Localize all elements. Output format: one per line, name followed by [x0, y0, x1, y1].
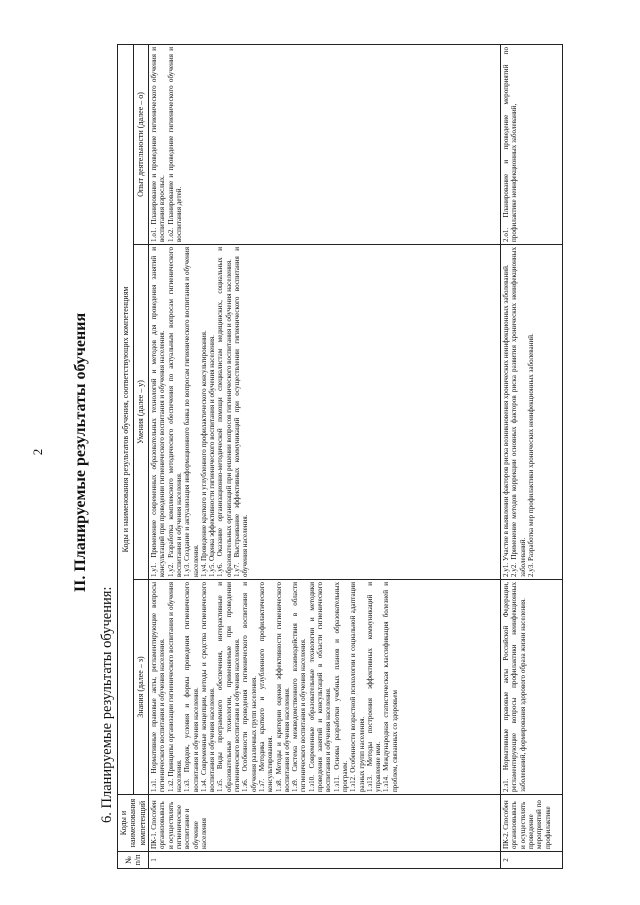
skill-item: 1.у1. Применение современных образовательных технологий и методов для проведения занятий и консультаций при проведении гигиенического воспитания и обучения населения. [150, 247, 167, 577]
skill-item: 1.у7. Выстраивание эффективных коммуникаций при осуществлении гигиенического воспитания и обучения населения. [233, 247, 250, 577]
results-table [117, 44, 563, 869]
skill-item: 2.у1. Участие в выявлении факторов риска возникновения хронических неинфекционных заболеваний. [502, 264, 511, 577]
skills-cell [501, 245, 563, 580]
knowledge-item: 1.з13. Методы построения эффективных коммуникаций и управление ими. [365, 582, 383, 792]
knowledge-cell [501, 580, 563, 795]
competence-cell: ПК-1. Способен организовывать и осуществлять гигиеническое воспитание и обучение населения [149, 795, 501, 852]
row-num: 2 [501, 852, 563, 869]
knowledge-item: 1.з7. Методика краткого и углубленного профилактического консультирования. [257, 582, 275, 792]
header-num: № п/п [118, 852, 149, 869]
header-row-1 [118, 44, 134, 868]
experience-item: 1.о1. Планирование и проведение гигиенического обучения и воспитания взрослых. [150, 46, 167, 242]
skill-item: 1.у3. Создание и актуализация информационного банка по вопросам гигиенического воспитания и обучения населения. [183, 247, 200, 577]
experience-item: 1.о2. Планирование и проведение гигиенического обучения и воспитания детей. [166, 46, 183, 242]
skills-cell [149, 245, 501, 580]
competence-cell: ПК-2. Способен организовывать и осуществлять проведение мероприятий по профилактике [501, 795, 563, 852]
knowledge-item: 1.з8. Методы и критерии оценки эффективности гигиенического воспитания и обучения населения. [274, 582, 291, 792]
skill-item: 1.у2. Разработка комплексного методического обеспечения по актуальным вопросам гигиенического воспитания и обучения населения. [166, 247, 183, 577]
skill-item: 1.у5. Оценка эффективности гигиенического воспитания и обучения населения. [208, 335, 217, 577]
header-experience: Опыт деятельности (далее – о) [133, 44, 149, 244]
knowledge-item: 1.з12. Особенности возрастной психологии и социальной адаптации разных групп населения. [349, 582, 366, 792]
knowledge-item: 1.з5. Виды программного обеспечения, интерактивные и образовательные технологии, применяемые при проведении гигиенического воспитания и обучения населения. [216, 582, 242, 792]
experience-cell [149, 44, 501, 244]
header-knowledge: Знания (далее – з) [133, 580, 149, 795]
subtitle: 6. Планируемые результаты обучения: [99, 586, 115, 823]
knowledge-item: 1.з2. Принципы организации гигиенического воспитания и обучения населения. [166, 582, 183, 792]
header-competence: Коды и наименования компетенций [118, 795, 149, 852]
knowledge-cell [149, 580, 501, 795]
skill-item: 2.у2. Применение методов коррекции основных факторов риска развития хронических неинфекционных заболеваний. [510, 247, 527, 577]
experience-item: 2.о1. Планирование и проведение мероприятий по профилактике неинфекционных заболеваний, [502, 46, 519, 242]
skill-item: 2.у3. Разработка мер профилактики хронических неинфекционных заболеваний. [526, 333, 535, 577]
table-row [149, 44, 501, 868]
knowledge-item: 1.з14. Международная статистическая классификация болезней и проблем, связанных со здоровьем [382, 582, 399, 792]
section-title: II. Планируемые результаты обучения [72, 312, 89, 593]
header-skills: Умения (далее – у) [133, 245, 149, 580]
knowledge-item: 1.з6. Особенности проведения гигиенического воспитания и обучения различных групп населения. [241, 582, 258, 792]
skill-item: 1.у6. Оказание организационно-методической помощи специалистам медицинских, социальных и образовательных организаций при решении вопросов гигиенического воспитания и обучения населения. [216, 247, 233, 577]
row-num: 1 [149, 852, 501, 869]
header-group: Коды и наименования результатов обучения, соответствующих компетенциям [118, 44, 134, 794]
knowledge-item: 1.з4. Современные концепции, методы и средства гигиенического воспитания и обучения населения. [199, 582, 217, 792]
knowledge-item: 1.з9. Система межведомственного взаимодействия в области гигиенического воспитания и обучения населения. [291, 582, 308, 792]
table-row [501, 44, 563, 868]
knowledge-item: 1.з11. Основы разработки учебных планов и образовательных программ. [332, 582, 349, 792]
header-row-2 [133, 44, 149, 868]
knowledge-item: 1.з1. Нормативные правовые акты, регламентирующие вопросы гигиенического воспитания и обучения населения. [150, 582, 167, 792]
page-number: 2 [30, 448, 45, 456]
skill-item: 1.у4. Проведение краткого и углубленного профилактического консультирования. [199, 330, 208, 577]
experience-cell [501, 44, 563, 244]
knowledge-item: 1.з3. Порядок, условия и формы проведения гигиенического воспитания и обучения населения. [183, 582, 200, 792]
knowledge-item: 2.з1. Нормативные правовые акты Российской Федерации, регламентирующие вопросы профилактики неинфекционных заболеваний, формирования здорового образа жизни населения. [502, 582, 527, 792]
knowledge-item: 1.з10. Современные образовательные технологии и методики проведения занятий и консультаций в области гигиенического воспитания и обучения населения. [307, 582, 333, 792]
